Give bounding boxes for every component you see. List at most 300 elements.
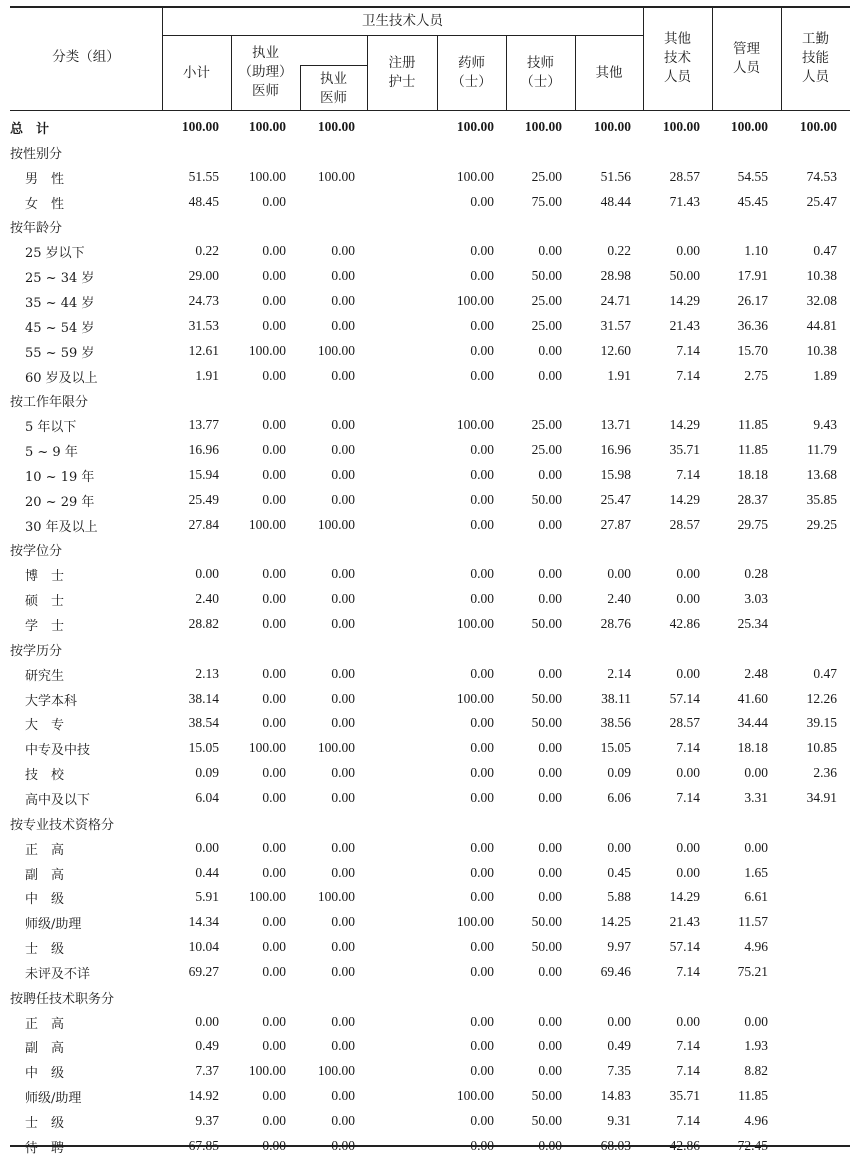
cell-pharmacist: 0.00	[470, 963, 494, 979]
cell-technician: 0.00	[538, 889, 562, 905]
group-heading-row	[10, 536, 850, 561]
cell-technician: 0.00	[538, 1013, 562, 1029]
row-label: 45 ~ 54 岁	[25, 320, 95, 336]
row-label: 正 高	[25, 1016, 65, 1032]
cell-practicing-physician: 0.00	[331, 466, 355, 482]
table-row	[10, 1009, 850, 1034]
row-label: 士 级	[25, 1116, 65, 1131]
cell-other: 15.05	[600, 740, 631, 756]
table-row	[10, 686, 850, 711]
cell-management: 15.70	[737, 342, 768, 358]
cell-subtotal: 51.55	[188, 168, 219, 184]
cell-practicing-physician: 0.00	[331, 690, 355, 706]
cell-subtotal: 28.82	[188, 616, 219, 631]
cell-practicing-doctor: 0.00	[262, 417, 286, 433]
cell-practicing-physician: 0.00	[331, 442, 355, 458]
cell-other-tech: 7.14	[676, 1113, 700, 1128]
cell-practicing-doctor: 0.00	[262, 939, 286, 955]
table-row	[10, 884, 850, 909]
cell-other: 28.98	[600, 268, 631, 284]
health-tech-underline	[162, 35, 643, 36]
row-label: 硕 士	[25, 594, 65, 610]
cell-other: 14.83	[600, 1088, 631, 1104]
cell-practicing-doctor: 100.00	[248, 516, 286, 532]
row-label: 博 士	[25, 569, 65, 585]
cell-practicing-physician: 0.00	[331, 417, 355, 433]
cell-practicing-physician: 0.00	[331, 665, 355, 681]
row-label: 30 年及以上	[25, 519, 98, 535]
header-other-tech: 其他 技术 人员	[664, 31, 691, 85]
cell-practicing-physician: 0.00	[331, 268, 355, 284]
cell-practicing-physician: 0.00	[331, 367, 355, 383]
row-label: 55 ~ 59 岁	[25, 345, 95, 361]
cell-worker: 100.00	[799, 119, 837, 134]
table-row	[10, 313, 850, 338]
cell-pharmacist: 0.00	[470, 566, 494, 582]
cell-management: 25.34	[737, 616, 768, 631]
cell-practicing-doctor: 100.00	[248, 168, 286, 184]
cell-management: 18.18	[737, 466, 768, 482]
cell-subtotal: 0.49	[195, 1038, 219, 1054]
header-registered-nurse: 注册 护士	[388, 55, 416, 90]
cell-subtotal: 2.13	[195, 665, 219, 681]
table-row	[10, 512, 850, 537]
cell-practicing-doctor: 100.00	[248, 1063, 286, 1079]
cell-worker: 11.79	[807, 442, 837, 458]
cell-technician: 25.00	[531, 442, 562, 458]
cell-pharmacist: 0.00	[470, 1137, 494, 1153]
row-label: 士 级	[25, 942, 65, 958]
cell-technician: 50.00	[531, 616, 562, 631]
cell-other: 100.00	[593, 119, 631, 134]
cell-practicing-physician: 0.00	[331, 243, 355, 259]
table-row	[10, 661, 850, 686]
cell-technician: 50.00	[531, 1088, 562, 1104]
header-management: 管理 人员	[733, 41, 760, 76]
cell-management: 41.60	[737, 690, 768, 706]
cell-practicing-doctor: 0.00	[262, 566, 286, 582]
cell-practicing-physician: 0.00	[331, 1038, 355, 1054]
cell-subtotal: 38.14	[188, 690, 219, 706]
cell-other: 16.96	[600, 442, 631, 458]
row-label: 未评及不详	[25, 966, 91, 982]
cell-practicing-doctor: 0.00	[262, 963, 286, 979]
table-row	[10, 710, 850, 735]
cell-practicing-doctor: 0.00	[262, 616, 286, 631]
table-row	[10, 164, 850, 189]
cell-practicing-physician: 0.00	[331, 765, 355, 781]
cell-technician: 50.00	[531, 268, 562, 284]
table-row	[10, 1058, 850, 1083]
cell-management: 4.96	[744, 939, 768, 955]
header-health-tech: 卫生技术人员	[362, 13, 443, 29]
cell-technician: 50.00	[531, 1113, 562, 1128]
cell-other: 0.09	[607, 765, 631, 781]
cell-other-tech: 14.29	[669, 491, 700, 507]
cell-practicing-doctor: 0.00	[262, 243, 286, 259]
cell-pharmacist: 100.00	[456, 1088, 494, 1104]
cell-management: 72.45	[737, 1137, 768, 1153]
cell-subtotal: 48.45	[188, 193, 219, 209]
cell-management: 34.44	[737, 715, 768, 731]
cell-practicing-physician: 100.00	[317, 516, 355, 532]
cell-practicing-physician: 0.00	[331, 491, 355, 507]
row-label: 60 岁及以上	[25, 370, 98, 386]
cell-other-tech: 14.29	[669, 889, 700, 905]
cell-pharmacist: 0.00	[470, 243, 494, 259]
header-practicing-doctor: 执业 （助理） 医师	[238, 45, 293, 99]
cell-worker: 10.38	[806, 268, 837, 284]
cell-other: 9.31	[607, 1113, 631, 1128]
cell-technician: 0.00	[538, 765, 562, 781]
table-row	[10, 785, 850, 810]
group-label: 按年龄分	[10, 221, 63, 237]
cell-technician: 0.00	[538, 740, 562, 756]
cell-management: 0.00	[744, 839, 768, 855]
cell-pharmacist: 0.00	[470, 864, 494, 880]
cell-other-tech: 28.57	[669, 168, 700, 184]
cell-other-tech: 7.14	[676, 342, 700, 358]
cell-pharmacist: 100.00	[456, 119, 494, 134]
cell-practicing-physician: 0.00	[331, 963, 355, 979]
row-label: 学 士	[25, 619, 65, 634]
cell-practicing-physician: 100.00	[317, 168, 355, 184]
cell-practicing-physician: 0.00	[331, 1013, 355, 1029]
cell-management: 1.10	[744, 243, 768, 259]
group-label: 按专业技术资格分	[10, 817, 115, 833]
cell-other-tech: 21.43	[669, 914, 700, 930]
cell-other: 38.56	[600, 715, 631, 731]
cell-worker: 10.85	[806, 740, 837, 756]
cell-subtotal: 6.04	[195, 789, 219, 805]
header-category: 分类（组）	[52, 49, 120, 65]
cell-management: 0.00	[744, 1013, 768, 1029]
cell-other: 9.97	[607, 939, 631, 955]
cell-subtotal: 2.40	[195, 591, 219, 607]
cell-other: 24.71	[600, 292, 631, 308]
cell-management: 6.61	[744, 889, 768, 905]
row-label: 5 ~ 9 年	[25, 445, 78, 461]
cell-other: 14.25	[600, 914, 631, 930]
cell-subtotal: 16.96	[188, 442, 219, 458]
row-label: 男 性	[25, 171, 65, 187]
table-row	[10, 934, 850, 959]
cell-practicing-physician: 100.00	[317, 1063, 355, 1079]
row-label: 正 高	[25, 842, 65, 858]
cell-technician: 0.00	[538, 864, 562, 880]
cell-pharmacist: 0.00	[470, 1013, 494, 1029]
group-heading-row	[10, 810, 850, 835]
cell-technician: 25.00	[531, 168, 562, 184]
cell-pharmacist: 0.00	[470, 939, 494, 955]
cell-management: 26.17	[737, 292, 768, 308]
cell-subtotal: 14.34	[188, 914, 219, 930]
cell-pharmacist: 0.00	[470, 789, 494, 805]
cell-other: 5.88	[607, 889, 631, 905]
cell-management: 28.37	[737, 491, 768, 507]
cell-worker: 29.25	[806, 516, 837, 532]
cell-other: 12.60	[600, 342, 631, 358]
cell-other-tech: 0.00	[676, 243, 700, 259]
cell-other-tech: 35.71	[669, 442, 700, 458]
group-label: 按学历分	[10, 643, 63, 659]
cell-practicing-doctor: 0.00	[262, 690, 286, 706]
cell-subtotal: 15.94	[188, 466, 219, 482]
row-label: 研究生	[25, 668, 65, 684]
cell-worker: 25.47	[806, 193, 837, 209]
cell-subtotal: 0.00	[195, 1013, 219, 1029]
row-label: 女 性	[25, 196, 65, 212]
cell-other-tech: 7.14	[676, 740, 700, 756]
cell-other: 0.45	[607, 864, 631, 880]
cell-other: 7.35	[607, 1063, 631, 1079]
cell-practicing-doctor: 0.00	[262, 839, 286, 855]
cell-technician: 0.00	[538, 516, 562, 532]
cell-practicing-physician: 0.00	[331, 914, 355, 930]
cell-practicing-doctor: 0.00	[262, 914, 286, 930]
cell-practicing-physician: 100.00	[317, 342, 355, 358]
cell-technician: 0.00	[538, 963, 562, 979]
cell-other-tech: 0.00	[676, 665, 700, 681]
cell-practicing-doctor: 0.00	[262, 591, 286, 607]
cell-other-tech: 57.14	[669, 690, 700, 706]
cell-other-tech: 21.43	[669, 317, 700, 333]
cell-management: 75.21	[737, 963, 768, 979]
cell-management: 0.28	[744, 566, 768, 582]
cell-subtotal: 9.37	[195, 1113, 219, 1128]
physician-rule	[300, 65, 367, 66]
cell-subtotal: 100.00	[181, 119, 219, 134]
cell-other-tech: 28.57	[669, 516, 700, 532]
cell-pharmacist: 0.00	[470, 466, 494, 482]
cell-subtotal: 0.00	[195, 839, 219, 855]
table-row	[10, 835, 850, 860]
cell-pharmacist: 0.00	[470, 715, 494, 731]
cell-other-tech: 35.71	[669, 1088, 700, 1104]
group-label: 按聘任技术职务分	[10, 991, 115, 1007]
cell-other-tech: 42.86	[669, 1137, 700, 1153]
table-row	[10, 586, 850, 611]
cell-pharmacist: 0.00	[470, 740, 494, 756]
cell-pharmacist: 0.00	[470, 193, 494, 209]
cell-practicing-physician: 0.00	[331, 1113, 355, 1128]
table-row	[10, 363, 850, 388]
cell-other: 68.03	[600, 1137, 631, 1153]
cell-pharmacist: 0.00	[470, 367, 494, 383]
row-label: 大学本科	[25, 693, 78, 709]
cell-other-tech: 0.00	[676, 765, 700, 781]
cell-pharmacist: 0.00	[470, 317, 494, 333]
table-row	[10, 735, 850, 760]
cell-practicing-doctor: 0.00	[262, 1038, 286, 1054]
cell-practicing-doctor: 100.00	[248, 889, 286, 905]
cell-technician: 50.00	[531, 715, 562, 731]
row-label: 副 高	[25, 867, 65, 883]
cell-worker: 0.47	[813, 665, 837, 681]
cell-subtotal: 1.91	[195, 367, 219, 383]
cell-other: 27.87	[600, 516, 631, 532]
cell-pharmacist: 100.00	[456, 690, 494, 706]
cell-pharmacist: 100.00	[456, 417, 494, 433]
row-label: 中 级	[25, 1066, 65, 1082]
table-row	[10, 288, 850, 313]
cell-management: 100.00	[730, 119, 768, 134]
cell-subtotal: 0.09	[195, 765, 219, 781]
row-label: 25 岁以下	[25, 246, 85, 262]
cell-technician: 25.00	[531, 317, 562, 333]
row-label: 20 ~ 29 年	[25, 494, 95, 510]
group-heading-row	[10, 139, 850, 164]
cell-technician: 0.00	[538, 665, 562, 681]
cell-other-tech: 100.00	[662, 119, 700, 134]
cell-pharmacist: 0.00	[470, 839, 494, 855]
cell-practicing-doctor: 0.00	[262, 367, 286, 383]
cell-technician: 25.00	[531, 292, 562, 308]
cell-practicing-physician: 0.00	[331, 591, 355, 607]
table-row	[10, 860, 850, 885]
cell-subtotal: 7.37	[195, 1063, 219, 1079]
cell-management: 54.55	[737, 168, 768, 184]
group-label: 按性别分	[10, 146, 63, 162]
cell-subtotal: 24.73	[188, 292, 219, 308]
cell-technician: 25.00	[531, 417, 562, 433]
cell-other-tech: 0.00	[676, 566, 700, 582]
cell-technician: 0.00	[538, 367, 562, 383]
cell-technician: 0.00	[538, 566, 562, 582]
header-technician: 技师 （士）	[520, 55, 561, 90]
cell-practicing-physician: 0.00	[331, 864, 355, 880]
cell-technician: 0.00	[538, 591, 562, 607]
header-subtotal: 小计	[183, 65, 210, 81]
cell-technician: 0.00	[538, 789, 562, 805]
cell-practicing-physician: 0.00	[331, 566, 355, 582]
cell-management: 1.93	[744, 1038, 768, 1054]
table-row	[10, 437, 850, 462]
table-row	[10, 909, 850, 934]
group-heading-row	[10, 636, 850, 661]
cell-technician: 50.00	[531, 491, 562, 507]
table-row	[10, 338, 850, 363]
cell-practicing-physician: 0.00	[331, 292, 355, 308]
cell-pharmacist: 0.00	[470, 516, 494, 532]
group-heading-row	[10, 387, 850, 412]
cell-practicing-physician: 0.00	[331, 839, 355, 855]
cell-other-tech: 0.00	[676, 591, 700, 607]
cell-subtotal: 13.77	[188, 417, 219, 433]
cell-pharmacist: 0.00	[470, 765, 494, 781]
cell-other: 13.71	[600, 417, 631, 433]
cell-other: 0.00	[607, 1013, 631, 1029]
cell-subtotal: 67.85	[188, 1137, 219, 1153]
group-heading-row	[10, 213, 850, 238]
cell-other-tech: 7.14	[676, 466, 700, 482]
cell-other: 28.76	[600, 616, 631, 631]
cell-other-tech: 14.29	[669, 292, 700, 308]
cell-pharmacist: 0.00	[470, 1063, 494, 1079]
table-row	[10, 561, 850, 586]
row-label: 副 高	[25, 1041, 65, 1057]
row-label: 25 ~ 34 岁	[25, 271, 95, 287]
cell-worker: 9.43	[813, 417, 837, 433]
cell-other: 0.00	[607, 839, 631, 855]
cell-pharmacist: 0.00	[470, 491, 494, 507]
cell-worker: 35.85	[806, 491, 837, 507]
table-row	[10, 1083, 850, 1108]
cell-other-tech: 50.00	[669, 268, 700, 284]
cell-practicing-doctor: 100.00	[248, 342, 286, 358]
table-row	[10, 412, 850, 437]
cell-technician: 0.00	[538, 1038, 562, 1054]
cell-practicing-doctor: 0.00	[262, 1088, 286, 1104]
cell-subtotal: 0.44	[195, 864, 219, 880]
table-row	[10, 238, 850, 263]
cell-other-tech: 7.14	[676, 789, 700, 805]
row-label: 师级/助理	[25, 917, 82, 933]
cell-practicing-doctor: 100.00	[248, 119, 286, 134]
cell-subtotal: 5.91	[195, 889, 219, 905]
cell-worker: 32.08	[806, 292, 837, 308]
cell-pharmacist: 0.00	[470, 342, 494, 358]
cell-other-tech: 0.00	[676, 1013, 700, 1029]
table-row	[10, 263, 850, 288]
cell-management: 17.91	[737, 268, 768, 284]
cell-management: 2.75	[744, 367, 768, 383]
cell-subtotal: 27.84	[188, 516, 219, 532]
cell-subtotal: 31.53	[188, 317, 219, 333]
group-label: 按学位分	[10, 544, 63, 560]
cell-practicing-doctor: 0.00	[262, 765, 286, 781]
cell-pharmacist: 0.00	[470, 665, 494, 681]
cell-technician: 0.00	[538, 243, 562, 259]
cell-pharmacist: 100.00	[456, 168, 494, 184]
header-bottom-rule	[10, 110, 850, 111]
cell-practicing-physician: 0.00	[331, 1137, 355, 1153]
cell-management: 18.18	[737, 740, 768, 756]
cell-technician: 0.00	[538, 466, 562, 482]
cell-other-tech: 0.00	[676, 864, 700, 880]
cell-worker: 34.91	[806, 789, 837, 805]
row-label: 35 ~ 44 岁	[25, 295, 95, 311]
cell-management: 29.75	[737, 516, 768, 532]
cell-management: 3.31	[744, 789, 768, 805]
cell-subtotal: 25.49	[188, 491, 219, 507]
cell-other-tech: 7.14	[676, 1063, 700, 1079]
cell-management: 1.65	[744, 864, 768, 880]
cell-management: 3.03	[744, 591, 768, 607]
cell-worker: 1.89	[813, 367, 837, 383]
cell-subtotal: 14.92	[188, 1088, 219, 1104]
top-rule	[10, 6, 850, 8]
table-row	[10, 760, 850, 785]
row-label: 师级/助理	[25, 1091, 82, 1107]
table-row	[10, 1108, 850, 1133]
cell-other: 1.91	[607, 367, 631, 383]
table-row	[10, 611, 850, 636]
cell-practicing-physician: 100.00	[317, 740, 355, 756]
cell-other: 51.56	[600, 168, 631, 184]
table-row	[10, 462, 850, 487]
cell-pharmacist: 100.00	[456, 616, 494, 631]
row-label: 10 ~ 19 年	[25, 469, 95, 485]
cell-technician: 0.00	[538, 839, 562, 855]
cell-practicing-doctor: 0.00	[262, 1137, 286, 1153]
cell-other: 38.11	[601, 690, 631, 706]
cell-other: 15.98	[600, 466, 631, 482]
cell-other: 25.47	[600, 491, 631, 507]
cell-management: 4.96	[744, 1113, 768, 1128]
cell-practicing-doctor: 0.00	[262, 1113, 286, 1128]
row-label: 总 计	[10, 122, 50, 137]
